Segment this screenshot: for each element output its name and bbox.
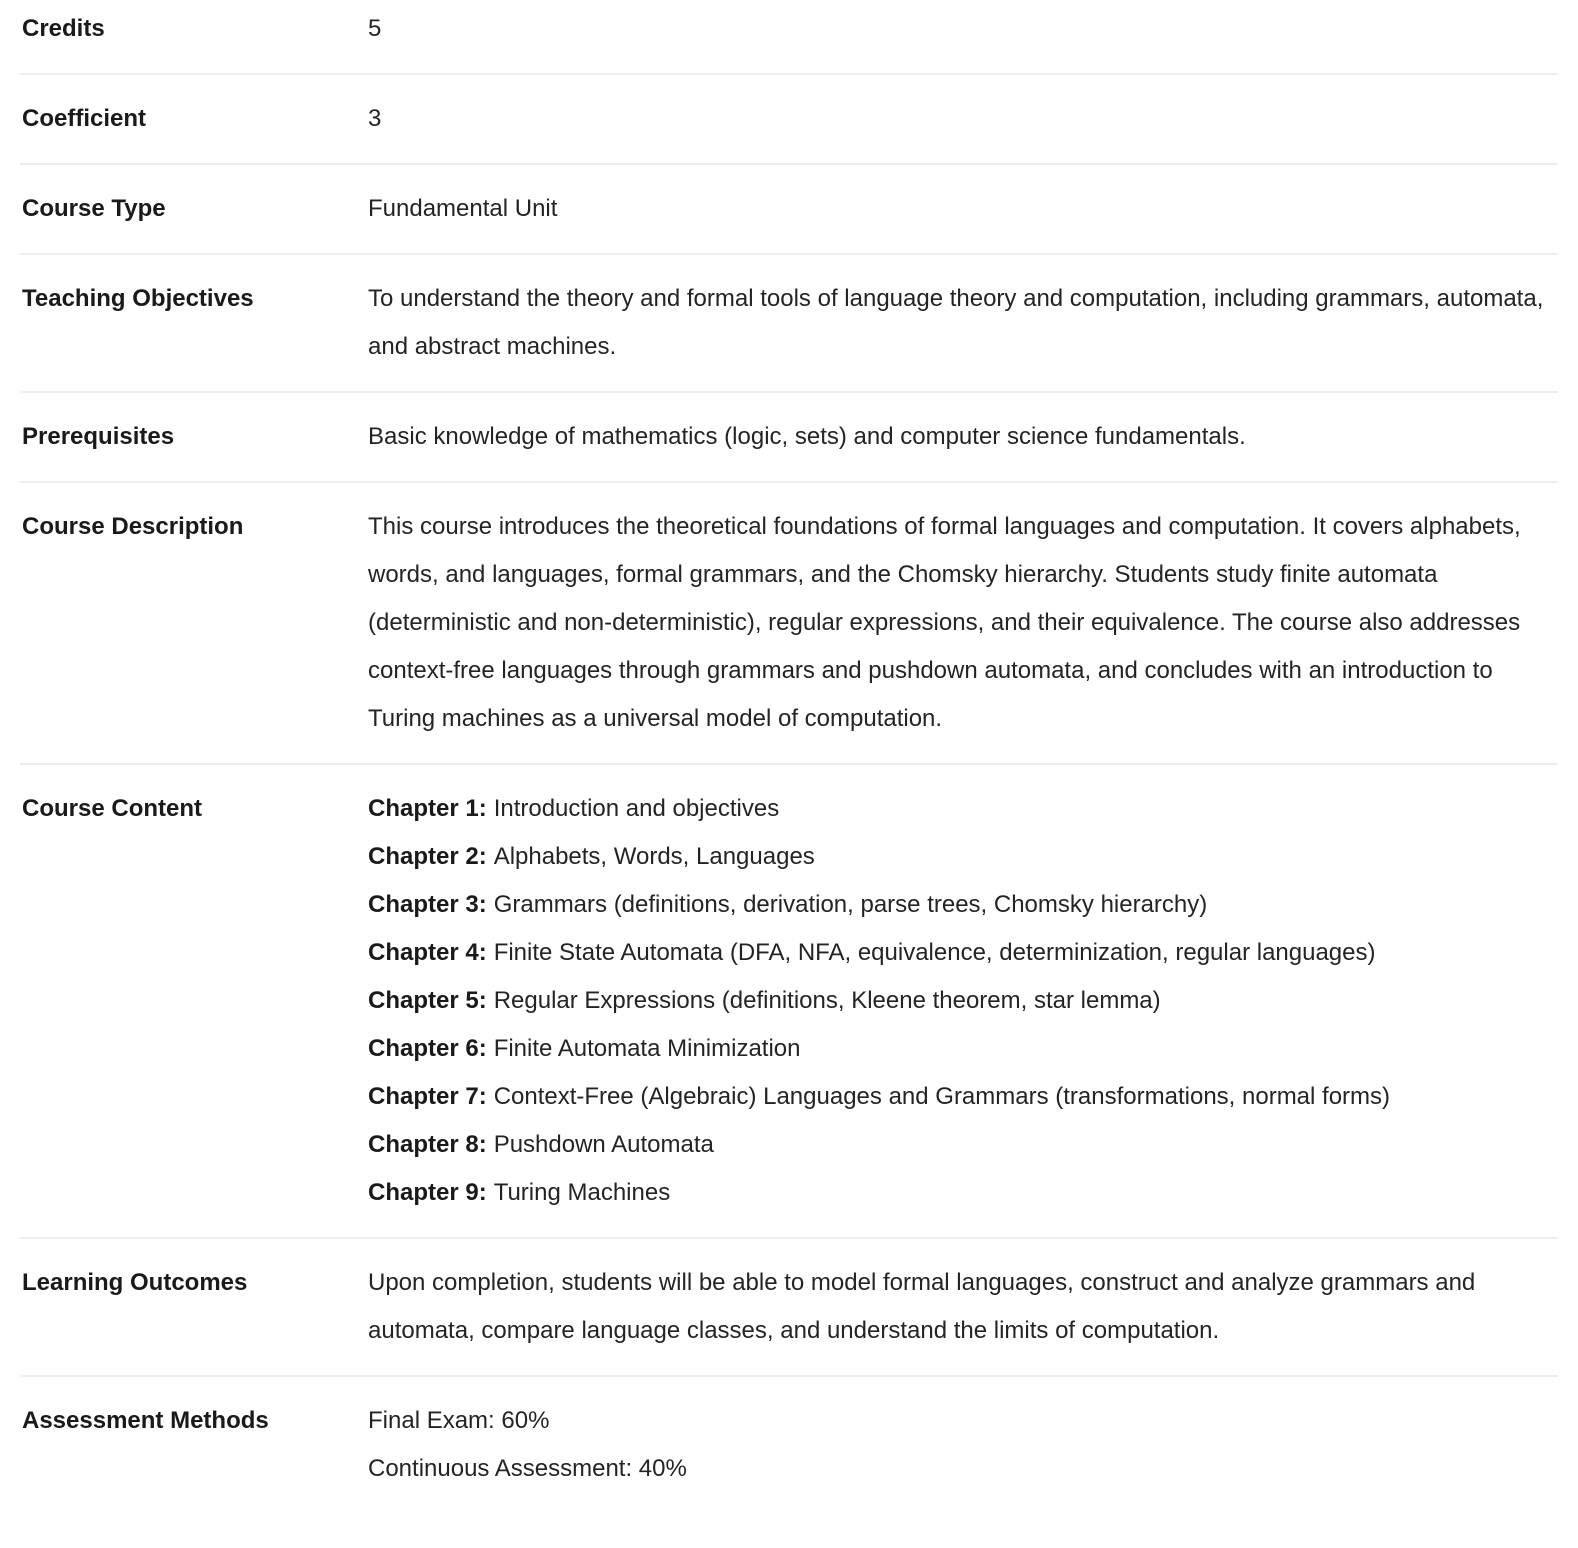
chapter-item <box>368 1169 1558 1217</box>
chapter-title: Introduction and objectives <box>493 795 780 822</box>
chapter-item <box>368 1121 1558 1169</box>
table-row-course-description <box>20 483 1558 765</box>
chapter-number: Chapter 6: <box>368 1035 487 1062</box>
chapter-title: Context-Free (Algebraic) Languages and Grammars (transformations, normal forms) <box>493 1083 1391 1110</box>
chapter-item <box>368 929 1558 977</box>
chapter-item <box>368 977 1558 1025</box>
chapter-item <box>368 881 1558 929</box>
chapter-title: Alphabets, Words, Languages <box>493 843 815 870</box>
chapter-title: Grammars (definitions, derivation, parse trees, Chomsky hierarchy) <box>493 891 1208 918</box>
row-value: 3 <box>368 105 382 132</box>
table-row-coefficient <box>20 75 1558 165</box>
chapter-title: Turing Machines <box>493 1179 671 1206</box>
chapter-number: Chapter 8: <box>368 1131 487 1158</box>
chapter-title: Pushdown Automata <box>493 1131 714 1158</box>
chapter-item <box>368 785 1558 833</box>
row-label: Prerequisites <box>22 423 175 450</box>
table-row-course-type <box>20 165 1558 255</box>
chapter-title: Finite State Automata (DFA, NFA, equivalence, determinization, regular languages) <box>493 939 1376 966</box>
row-value: To understand the theory and formal tools of language theory and computation, including grammars, automata, and abstract machines. <box>368 285 1544 360</box>
chapter-number: Chapter 9: <box>368 1179 487 1206</box>
chapter-title: Regular Expressions (definitions, Kleene theorem, star lemma) <box>493 987 1161 1014</box>
assessment-item: Final Exam: 60% <box>368 1407 550 1434</box>
row-value <box>368 1397 1558 1493</box>
row-value: Basic knowledge of mathematics (logic, sets) and computer science fundamentals. <box>368 423 1246 450</box>
table-row-prerequisites <box>20 393 1558 483</box>
row-value <box>368 785 1558 1217</box>
row-value: Upon completion, students will be able to model formal languages, construct and analyze grammars and automata, compare language classes, and understand the limits of computation. <box>368 1269 1476 1344</box>
row-value: Fundamental Unit <box>368 195 558 222</box>
chapter-title: Finite Automata Minimization <box>493 1035 801 1062</box>
row-value: 5 <box>368 15 382 42</box>
row-label: Learning Outcomes <box>22 1269 248 1296</box>
chapter-number: Chapter 1: <box>368 795 487 822</box>
table-row-learning-outcomes <box>20 1239 1558 1377</box>
table-row-course-content <box>20 765 1558 1239</box>
table-row-teaching-objectives <box>20 255 1558 393</box>
table-row-assessment-methods <box>20 1377 1558 1513</box>
row-label: Course Description <box>22 513 244 540</box>
row-label: Assessment Methods <box>22 1407 269 1434</box>
chapter-item <box>368 833 1558 881</box>
row-value: This course introduces the theoretical foundations of formal languages and computation. It covers alphabets, words, and languages, formal grammars, and the Chomsky hierarchy. Students study finite automata (deterministic and non-deterministic), regular expressions, and their equivalence. The course also addresses context-free languages through grammars and pushdown automata, and concludes with an introduction to Turing machines as a universal model of computation. <box>368 513 1521 732</box>
chapter-number: Chapter 2: <box>368 843 487 870</box>
table-row-credits <box>20 0 1558 75</box>
chapter-number: Chapter 7: <box>368 1083 487 1110</box>
assessment-item: Continuous Assessment: 40% <box>368 1455 687 1482</box>
row-label: Coefficient <box>22 105 147 132</box>
chapter-number: Chapter 3: <box>368 891 487 918</box>
chapter-number: Chapter 5: <box>368 987 487 1014</box>
row-label: Course Type <box>22 195 166 222</box>
chapter-number: Chapter 4: <box>368 939 487 966</box>
chapter-item <box>368 1025 1558 1073</box>
chapter-item <box>368 1073 1558 1121</box>
row-label: Course Content <box>22 795 202 822</box>
row-label: Teaching Objectives <box>22 285 254 312</box>
row-label: Credits <box>22 15 105 42</box>
course-info-table <box>20 0 1558 1513</box>
